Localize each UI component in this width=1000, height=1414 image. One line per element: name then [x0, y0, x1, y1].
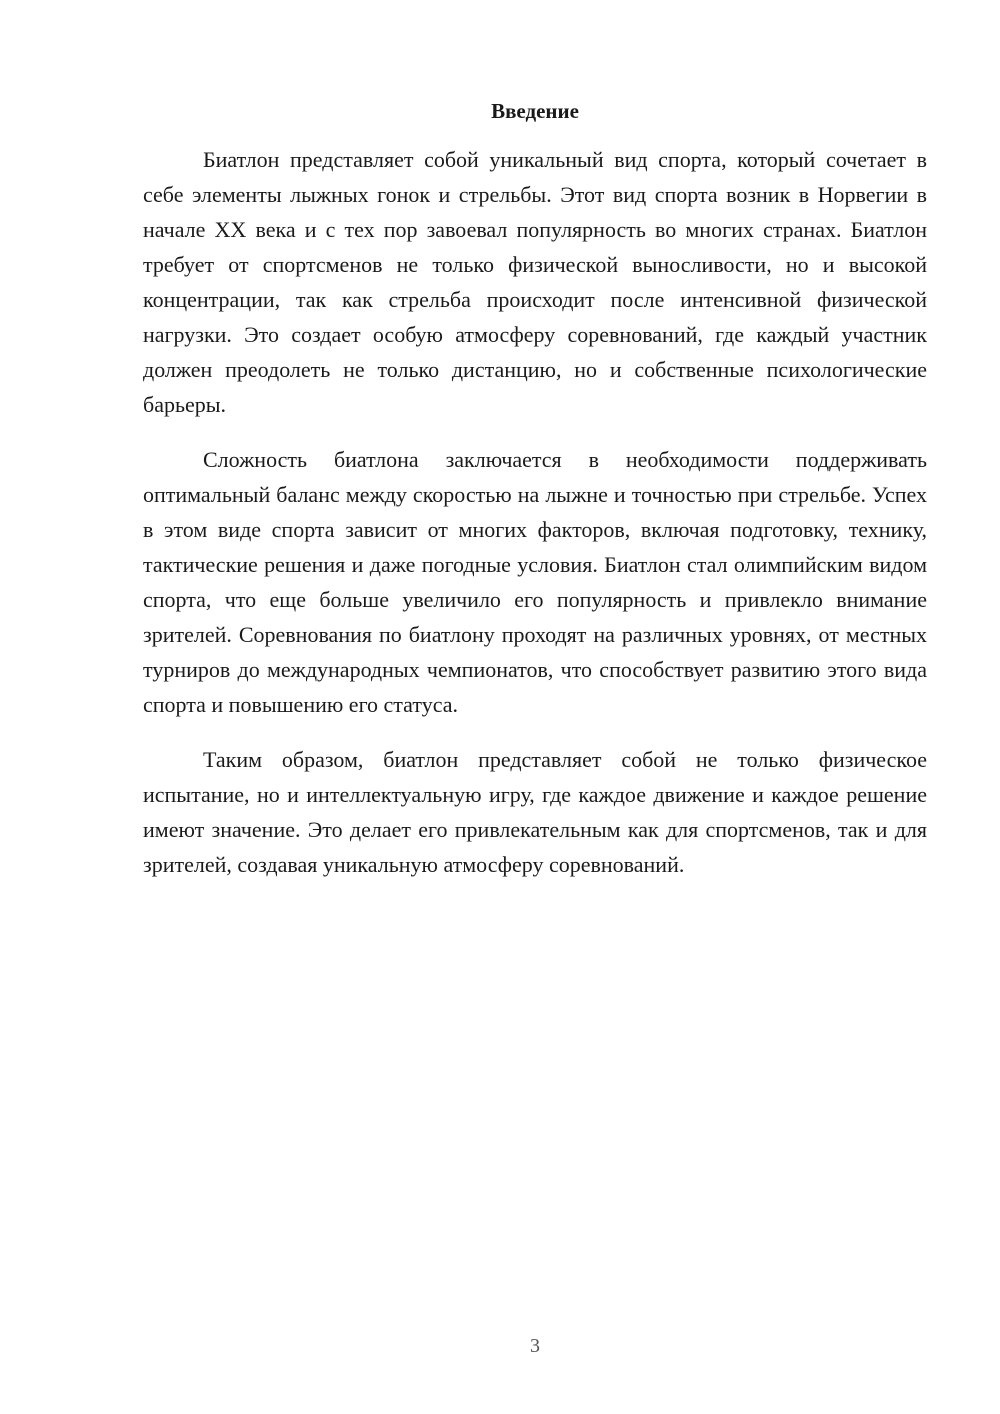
document-body [143, 142, 927, 902]
paragraph-1: Биатлон представляет собой уникальный вид спорта, который сочетает в себе элементы лыжных гонок и стрельбы. Этот вид спорта возник в Норвегии в начале XX века и с тех пор завоевал популярность во многих странах. Биатлон требует от спортсменов не только физической выносливости, но и высокой концентрации, так как стрельба происходит после интенсивной физической нагрузки. Это создает особую атмосферу соревнований, где каждый участник должен преодолеть не только дистанцию, но и собственные психологические барьеры. [143, 147, 927, 417]
page-title: Введение [491, 99, 579, 123]
page-number: 3 [530, 1335, 540, 1357]
paragraph-3: Таким образом, биатлон представляет собой не только физическое испытание, но и интеллектуальную игру, где каждое движение и каждое решение имеют значение. Это делает его привлекательным как для спортсменов, так и для зрителей, создавая уникальную атмосферу соревнований. [143, 747, 927, 877]
paragraph-2: Сложность биатлона заключается в необходимости поддерживать оптимальный баланс между скоростью на лыжне и точностью при стрельбе. Успех в этом виде спорта зависит от многих факторов, включая подготовку, технику, тактические решения и даже погодные условия. Биатлон стал олимпийским видом спорта, что еще больше увеличило его популярность и привлекло внимание зрителей. Соревнования по биатлону проходят на различных уровнях, от местных турниров до международных чемпионатов, что способствует развитию этого вида спорта и повышению его статуса. [143, 447, 927, 717]
